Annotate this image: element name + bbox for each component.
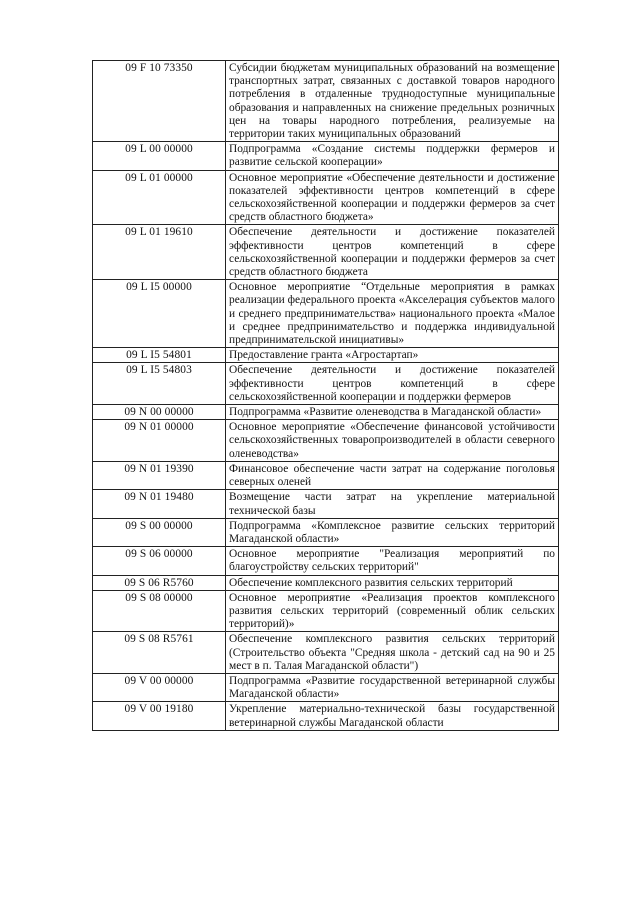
table-row [93, 61, 559, 142]
row-code-cell: 09 L 00 00000 [93, 142, 226, 170]
row-description-cell: Основное мероприятие «Обеспечение деятельности и достижение показателей эффективности центров компетенций в сфере сельскохозяйственной кооперации и поддержки фермеров за счет средств областного бюджета» [226, 170, 559, 225]
table-row [93, 632, 559, 674]
row-description-cell: Обеспечение деятельности и достижение показателей эффективности центров компетенций в сфере сельскохозяйственной кооперации и поддержки фермеров за счет средств областного бюджета [226, 225, 559, 280]
table-row [93, 348, 559, 363]
row-code-cell: 09 L 01 00000 [93, 170, 226, 225]
table-row [93, 575, 559, 590]
table-row [93, 518, 559, 546]
row-code-cell: 09 L 01 19610 [93, 225, 226, 280]
table-row [93, 547, 559, 575]
table-row [93, 142, 559, 170]
table-row [93, 170, 559, 225]
table-row [93, 280, 559, 348]
row-description-cell: Обеспечение комплексного развития сельских территорий (Строительство объекта "Средняя школа - детский сад на 90 и 25 мест в п. Талая Магаданской области") [226, 632, 559, 674]
row-code-cell: 09 L I5 00000 [93, 280, 226, 348]
table-row [93, 590, 559, 632]
row-description-cell: Финансовое обеспечение части затрат на содержание поголовья северных оленей [226, 461, 559, 489]
table-row [93, 461, 559, 489]
row-description-cell: Подпрограмма «Развитие государственной ветеринарной службы Магаданской области» [226, 673, 559, 701]
row-description-cell: Основное мероприятие «Обеспечение финансовой устойчивости сельскохозяйственных товаропроизводителей в области северного оленеводства» [226, 420, 559, 462]
row-description-cell: Основное мероприятие «Реализация проектов комплексного развития сельских территорий (современный облик сельских территорий)» [226, 590, 559, 632]
row-code-cell: 09 S 00 00000 [93, 518, 226, 546]
budget-classification-table [92, 60, 559, 731]
row-code-cell: 09 S 06 R5760 [93, 575, 226, 590]
row-code-cell: 09 S 06 00000 [93, 547, 226, 575]
row-description-cell: Обеспечение деятельности и достижение показателей эффективности центров компетенций в сфере сельскохозяйственной кооперации и поддержки фермеров [226, 363, 559, 405]
row-code-cell: 09 F 10 73350 [93, 61, 226, 142]
row-code-cell: 09 L I5 54801 [93, 348, 226, 363]
row-description-cell: Обеспечение комплексного развития сельских территорий [226, 575, 559, 590]
table-row [93, 673, 559, 701]
row-description-cell: Предоставление гранта «Агростартап» [226, 348, 559, 363]
row-description-cell: Подпрограмма «Создание системы поддержки фермеров и развитие сельской кооперации» [226, 142, 559, 170]
row-code-cell: 09 L I5 54803 [93, 363, 226, 405]
row-description-cell: Субсидии бюджетам муниципальных образований на возмещение транспортных затрат, связанных с доставкой товаров народного потребления в отдаленные труднодоступные муниципальные образования и направленных на снижение предельных розничных цен на товары народного потребления, реализуемые на территории таких муниципальных образований [226, 61, 559, 142]
table-row [93, 702, 559, 730]
table-body [93, 61, 559, 731]
row-description-cell: Подпрограмма «Развитие оленеводства в Магаданской области» [226, 405, 559, 420]
table-row [93, 225, 559, 280]
row-description-cell: Подпрограмма «Комплексное развитие сельских территорий Магаданской области» [226, 518, 559, 546]
row-code-cell: 09 N 00 00000 [93, 405, 226, 420]
row-code-cell: 09 V 00 00000 [93, 673, 226, 701]
row-code-cell: 09 N 01 19390 [93, 461, 226, 489]
table-row [93, 490, 559, 518]
row-code-cell: 09 N 01 19480 [93, 490, 226, 518]
table-row [93, 363, 559, 405]
row-description-cell: Возмещение части затрат на укрепление материальной технической базы [226, 490, 559, 518]
row-description-cell: Укрепление материально-технической базы государственной ветеринарной службы Магаданской области [226, 702, 559, 730]
row-description-cell: Основное мероприятие "Реализация мероприятий по благоустройству сельских территорий" [226, 547, 559, 575]
row-code-cell: 09 V 00 19180 [93, 702, 226, 730]
table-row [93, 420, 559, 462]
row-code-cell: 09 S 08 00000 [93, 590, 226, 632]
row-code-cell: 09 N 01 00000 [93, 420, 226, 462]
row-description-cell: Основное мероприятие “Отдельные мероприятия в рамках реализации федерального проекта «Акселерация субъектов малого и среднего предпринимательства» национального проекта «Малое и среднее предпринимательство и поддержка индивидуальной предпринимательской инициативы» [226, 280, 559, 348]
row-code-cell: 09 S 08 R5761 [93, 632, 226, 674]
table-row [93, 405, 559, 420]
